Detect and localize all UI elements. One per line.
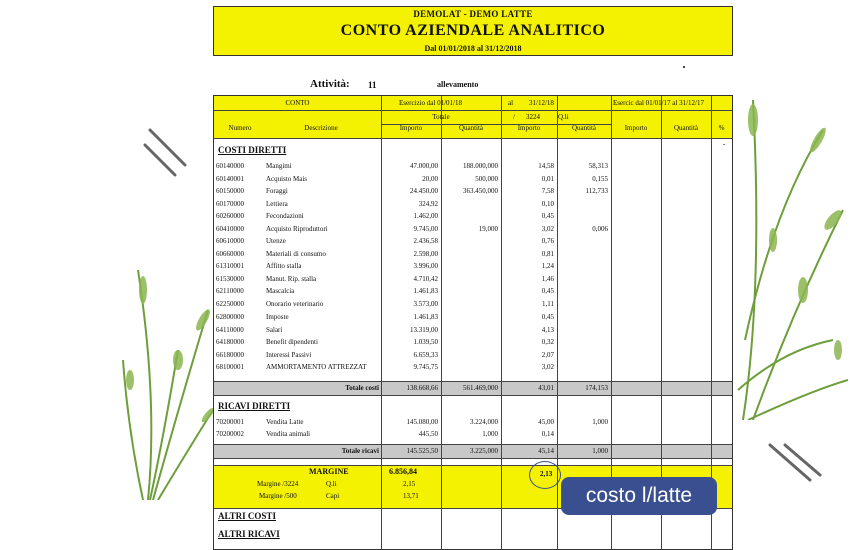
misc-dash: - xyxy=(723,140,726,148)
header-conto: CONTO xyxy=(285,99,310,107)
row-amount-per-qli: 0,45 xyxy=(541,287,554,295)
header-column-8: % xyxy=(718,124,725,132)
row-amount: 3.573,00 xyxy=(413,299,438,308)
highlight-circle xyxy=(529,461,561,489)
row-description: Lettiera xyxy=(266,199,288,208)
margin-per-qli-value: 2,15 xyxy=(403,480,416,488)
header-column-4: Importo xyxy=(517,124,541,132)
row-amount: 3.996,00 xyxy=(413,262,438,270)
row-description: Fecondazioni xyxy=(266,212,304,220)
row-amount-per-qli: 0,81 xyxy=(541,249,554,258)
costs-total-quantity: 561.469,000 xyxy=(463,384,498,392)
section-ricavi-diretti: RICAVI DIRETTI xyxy=(218,401,291,411)
row-amount: 2.436,58 xyxy=(413,237,438,245)
row-number: 60170000 xyxy=(216,199,244,208)
row-number: 60140001 xyxy=(216,174,244,183)
margin-per-capi-unit: Capi xyxy=(326,492,340,500)
header-column-6: Importo xyxy=(624,124,648,132)
row-amount: 9.745,00 xyxy=(413,224,438,233)
row-amount: 24.450,00 xyxy=(410,187,438,195)
row-number: 60150000 xyxy=(216,187,244,195)
row-amount: 1.461,83 xyxy=(413,313,438,321)
row-number: 68100001 xyxy=(216,363,244,371)
row-quantity: 19,000 xyxy=(478,224,498,233)
row-number: 60660000 xyxy=(216,249,244,258)
row-description: Benefit dipendenti xyxy=(266,338,318,346)
margin-label: MARGINE xyxy=(309,467,349,476)
row-number: 64180000 xyxy=(216,338,244,346)
grass-decoration-right xyxy=(733,90,850,420)
costs-total-amount-per-qli: 43,01 xyxy=(538,384,554,392)
revenues-total-quantity: 3.225,000 xyxy=(470,447,498,455)
header-column-0: Numero xyxy=(228,124,252,132)
section-altri-costi: ALTRI COSTI xyxy=(218,511,276,521)
row-quantity: 500,000 xyxy=(475,174,498,183)
header-column-7: Quantità xyxy=(673,124,699,132)
revenues-total-label: Totale ricavi xyxy=(341,447,379,455)
row-quantity-per-qli: 58,313 xyxy=(588,162,608,170)
margin-highlight-value: 2,13 xyxy=(540,470,553,478)
company-name: DEMOLAT - DEMO LATTE xyxy=(413,9,533,19)
row-description: Foraggi xyxy=(266,187,288,195)
row-quantity: 3.224,000 xyxy=(470,418,498,426)
section-costi-diretti: COSTI DIRETTI xyxy=(218,145,287,155)
row-description: Mascalcia xyxy=(266,287,295,295)
row-number: 61310001 xyxy=(216,262,244,270)
row-description: Interessi Passivi xyxy=(266,350,312,359)
header-exercise-current-end: 31/12/18 xyxy=(529,99,554,107)
row-number: 60260000 xyxy=(216,212,244,220)
row-description: AMMORTAMENTO ATTREZZAT xyxy=(266,363,367,371)
row-description: Mangimi xyxy=(266,162,292,170)
row-quantity: 363.450,000 xyxy=(463,187,498,195)
row-quantity-per-qli: 1,000 xyxy=(592,418,608,426)
row-amount: 20,00 xyxy=(422,174,438,183)
row-amount-per-qli: 0,45 xyxy=(541,212,554,220)
row-amount-per-qli: 0,14 xyxy=(541,430,554,438)
row-amount-per-qli: 2,07 xyxy=(541,350,554,359)
row-number: 62800000 xyxy=(216,313,244,321)
row-amount-per-qli: 3,02 xyxy=(541,363,554,371)
activity-code: 11 xyxy=(368,80,377,90)
row-amount: 1.462,00 xyxy=(413,212,438,220)
row-number: 70200002 xyxy=(216,430,244,438)
row-number: 61530000 xyxy=(216,274,244,283)
dash-marks-left xyxy=(140,120,200,180)
row-description: Manut. Rip. stalla xyxy=(266,274,317,283)
costs-total-quantity-per-qli: 174,153 xyxy=(585,384,608,392)
row-amount-per-qli: 0,32 xyxy=(541,338,554,346)
row-amount: 445,50 xyxy=(418,430,438,438)
header-exercise-current: Esercizio dal 01/01/18 xyxy=(399,99,462,107)
revenues-total-amount-per-qli: 45,14 xyxy=(538,447,554,455)
report-period: Dal 01/01/2018 al 31/12/2018 xyxy=(424,44,522,53)
row-divider xyxy=(214,458,732,459)
header-totale: Totale xyxy=(432,113,450,121)
row-description: Onorario veterinario xyxy=(266,299,324,308)
row-amount-per-qli: 0,01 xyxy=(541,174,554,183)
row-amount: 4.710,42 xyxy=(413,274,438,283)
header-qli-label: Q.li xyxy=(558,113,569,121)
report-title-box xyxy=(213,6,733,56)
header-al: al xyxy=(508,99,514,107)
margin-per-capi-value: 13,71 xyxy=(403,492,419,500)
row-amount: 2.598,00 xyxy=(413,249,438,258)
row-number: 66180000 xyxy=(216,350,244,359)
row-description: Vendita animali xyxy=(266,430,311,438)
row-amount-per-qli: 14,58 xyxy=(538,162,554,170)
margin-per-qli-unit: Q.li xyxy=(326,480,337,488)
row-number: 60610000 xyxy=(216,237,244,245)
revenues-total-amount: 145.525,50 xyxy=(406,447,438,455)
row-quantity: 1,000 xyxy=(482,430,498,438)
row-amount-per-qli: 7,58 xyxy=(541,187,554,195)
activity-label: Attività: xyxy=(310,78,350,90)
margin-value: 6.856,84 xyxy=(389,467,417,476)
row-number: 62250000 xyxy=(216,299,244,308)
report-title: CONTO AZIENDALE ANALITICO xyxy=(340,22,606,39)
row-number: 60410000 xyxy=(216,224,244,233)
header-qli-value: 3224 xyxy=(526,113,540,121)
costs-total-label: Totale costi xyxy=(345,384,379,392)
row-divider xyxy=(214,444,732,445)
row-number: 62110000 xyxy=(216,287,244,295)
dash-marks-right xyxy=(760,440,830,490)
row-amount-per-qli: 0,10 xyxy=(541,199,554,208)
row-amount-per-qli: 1,24 xyxy=(541,262,554,270)
header-column-2: Importo xyxy=(399,124,423,132)
callout-badge: costo l/latte xyxy=(561,477,717,515)
row-amount-per-qli: 45,00 xyxy=(538,418,554,426)
grass-decoration-left xyxy=(118,250,218,500)
row-amount-per-qli: 1,46 xyxy=(541,274,554,283)
section-altri-ricavi: ALTRI RICAVI xyxy=(218,529,280,539)
stray-dot xyxy=(683,66,685,68)
row-amount: 324,92 xyxy=(418,199,438,208)
row-description: Affitto stalla xyxy=(266,262,302,270)
header-column-1: Descrizione xyxy=(304,124,338,132)
margin-per-qli-label: Margine /3224 xyxy=(257,480,299,488)
row-divider xyxy=(214,465,732,466)
header-column-3: Quantità xyxy=(458,124,484,132)
row-number: 60140000 xyxy=(216,162,244,170)
row-amount: 1.461,83 xyxy=(413,287,438,295)
row-amount-per-qli: 1,11 xyxy=(542,299,554,308)
row-quantity-per-qli: 0,006 xyxy=(592,224,608,233)
row-amount-per-qli: 0,76 xyxy=(541,237,554,245)
row-description: Acquisto Riproduttori xyxy=(266,224,328,233)
row-amount: 47.000,00 xyxy=(410,162,438,170)
row-amount-per-qli: 0,45 xyxy=(541,313,554,321)
activity-name: allevamento xyxy=(437,80,479,89)
row-amount-per-qli: 3,02 xyxy=(541,224,554,233)
row-divider xyxy=(214,138,732,139)
row-number: 70200001 xyxy=(216,418,244,426)
row-description: Imposte xyxy=(266,313,289,321)
row-amount: 6.659,33 xyxy=(413,350,438,359)
row-divider xyxy=(214,110,732,111)
row-quantity-per-qli: 112,733 xyxy=(585,187,608,195)
row-divider xyxy=(214,381,732,382)
row-quantity-per-qli: 0,155 xyxy=(592,174,608,183)
revenues-total-quantity-per-qli: 1,000 xyxy=(592,447,608,455)
row-amount: 9.745,75 xyxy=(413,363,438,371)
margin-per-capi-label: Margine /500 xyxy=(259,492,297,500)
row-divider xyxy=(214,395,732,396)
row-description: Utenze xyxy=(266,237,286,245)
row-amount: 145.080,00 xyxy=(406,418,438,426)
row-amount: 13.319,00 xyxy=(410,325,438,334)
row-description: Vendita Latte xyxy=(266,418,304,426)
row-description: Salari xyxy=(266,325,283,334)
header-column-5: Quantità xyxy=(571,124,597,132)
row-amount-per-qli: 4,13 xyxy=(541,325,554,334)
row-description: Acquisto Mais xyxy=(266,174,308,183)
row-amount: 1.039,50 xyxy=(413,338,438,346)
row-quantity: 188.000,000 xyxy=(463,162,498,170)
costs-total-amount: 138.668,66 xyxy=(406,384,438,392)
row-number: 64110000 xyxy=(216,325,244,334)
header-exercise-previous: Esercic dal 01/01/17 al 31/12/17 xyxy=(613,99,704,107)
header-qli-prefix: / xyxy=(513,113,515,121)
row-description: Materiali di consumo xyxy=(266,249,326,258)
